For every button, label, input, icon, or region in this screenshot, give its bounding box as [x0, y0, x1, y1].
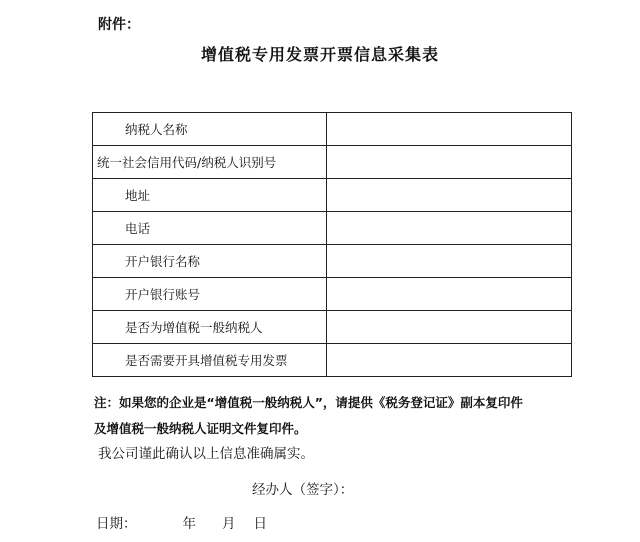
- row-label-cell: [93, 212, 327, 245]
- row-label: 统一社会信用代码/纳税人识别号: [97, 155, 277, 170]
- attachment-label: 附件：: [98, 17, 140, 33]
- note-line: 及增值税一般纳税人证明文件复印件。: [94, 421, 307, 436]
- row-label-cell: [93, 344, 327, 377]
- row-label: 开户银行账号: [125, 287, 201, 302]
- table-row: [93, 278, 572, 311]
- table-row: [93, 311, 572, 344]
- note-block: [94, 390, 614, 442]
- row-label-cell: [93, 113, 327, 146]
- table-row: [93, 212, 572, 245]
- credit-code-field[interactable]: [327, 146, 572, 179]
- date-line: [96, 512, 267, 532]
- row-label-cell: [93, 179, 327, 212]
- bank-account-field[interactable]: [327, 278, 572, 311]
- handler-signature-label: 经办人（签字）：: [252, 482, 354, 498]
- row-label-cell: [93, 245, 327, 278]
- row-label: 电话: [125, 221, 151, 236]
- info-form-table: [92, 112, 572, 377]
- row-label-cell: [93, 311, 327, 344]
- page-title: 增值税专用发票开票信息采集表: [200, 45, 439, 64]
- address-field[interactable]: [327, 179, 572, 212]
- row-label-cell: [93, 146, 327, 179]
- phone-field[interactable]: [327, 212, 572, 245]
- table-row: [93, 245, 572, 278]
- table-row: [93, 146, 572, 179]
- general-taxpayer-field[interactable]: [327, 311, 572, 344]
- bank-name-field[interactable]: [327, 245, 572, 278]
- table-row: [93, 179, 572, 212]
- day-label: 日: [253, 516, 267, 532]
- taxpayer-name-field[interactable]: [327, 113, 572, 146]
- month-label: 月: [222, 516, 236, 532]
- row-label: 是否需要开具增值税专用发票: [125, 353, 288, 368]
- year-label: 年: [182, 516, 196, 532]
- row-label: 纳税人名称: [125, 122, 188, 137]
- date-label: 日期：: [96, 516, 137, 532]
- row-label: 是否为增值税一般纳税人: [125, 320, 263, 335]
- confirmation-statement: 我公司谨此确认以上信息准确属实。: [98, 446, 314, 462]
- row-label: 地址: [125, 188, 151, 203]
- need-special-invoice-field[interactable]: [327, 344, 572, 377]
- note-line: 注：如果您的企业是“增值税一般纳税人”，请提供《税务登记证》副本复印件: [94, 395, 523, 410]
- row-label: 开户银行名称: [125, 254, 201, 269]
- table-row: [93, 113, 572, 146]
- row-label-cell: [93, 278, 327, 311]
- table-row: [93, 344, 572, 377]
